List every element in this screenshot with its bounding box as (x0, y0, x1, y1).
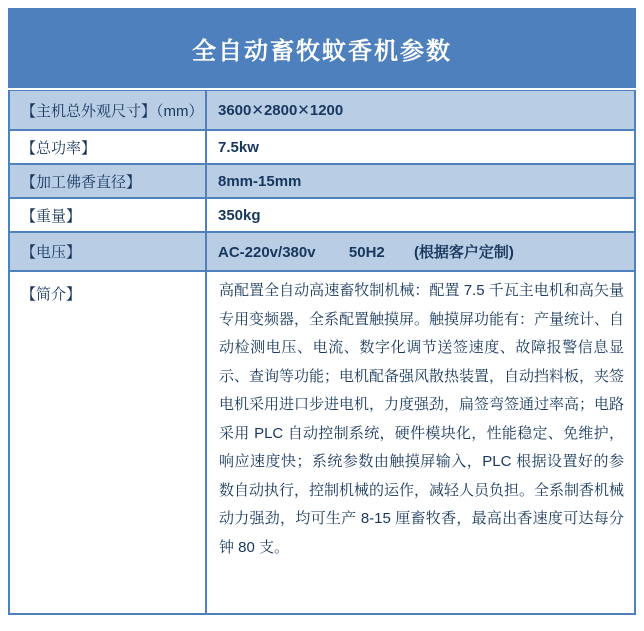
row-label: 【加工佛香直径】 (10, 165, 207, 197)
table-row (10, 199, 634, 233)
table-row (10, 233, 634, 272)
parameter-table (8, 90, 636, 615)
page-title: 全自动畜牧蚊香机参数 (192, 37, 452, 65)
row-label: 【简介】 (10, 272, 207, 613)
intro-paragraph: 高配置全自动高速畜牧制机械：配置 7.5 千瓦主电机和高矢量专用变频器，全系配置触摸屏。触摸屏功能有：产量统计、自动检测电压、电流、数字化调节送签速度、故障报警信息显示、查询等功能；电机配备强风散热装置，自动挡料板，夹签电机采用进口步进电机，力度强劲，扁签弯签通过率高；电路采用 PLC 自动控制系统，硬件模块化，性能稳定、免维护，响应速度快；系统参数由触摸屏输入，PLC 根据设置好的参数自动执行，控制机械的运作，减轻人员负担。全系制香机械动力强劲，均可生产 8-15 厘畜牧香，最高出香速度可达每分钟 80 支。 (219, 282, 625, 556)
table-row (10, 131, 634, 165)
row-value: 350kg (218, 206, 261, 224)
row-value: AC-220v/380v 50H2 (根据客户定制) (218, 244, 514, 261)
row-label: 【重量】 (10, 199, 207, 231)
row-label: 【电压】 (10, 233, 207, 270)
table-row (10, 272, 634, 613)
row-value: 3600✕2800✕1200 (218, 102, 344, 119)
header-bar (8, 8, 636, 88)
row-value: 7.5kw (218, 138, 259, 156)
row-value: 8mm-15mm (218, 172, 302, 190)
row-label: 【主机总外观尺寸】（mm） (10, 91, 207, 129)
row-label: 【总功率】 (10, 131, 207, 163)
table-row (10, 165, 634, 199)
table-row (10, 91, 634, 131)
